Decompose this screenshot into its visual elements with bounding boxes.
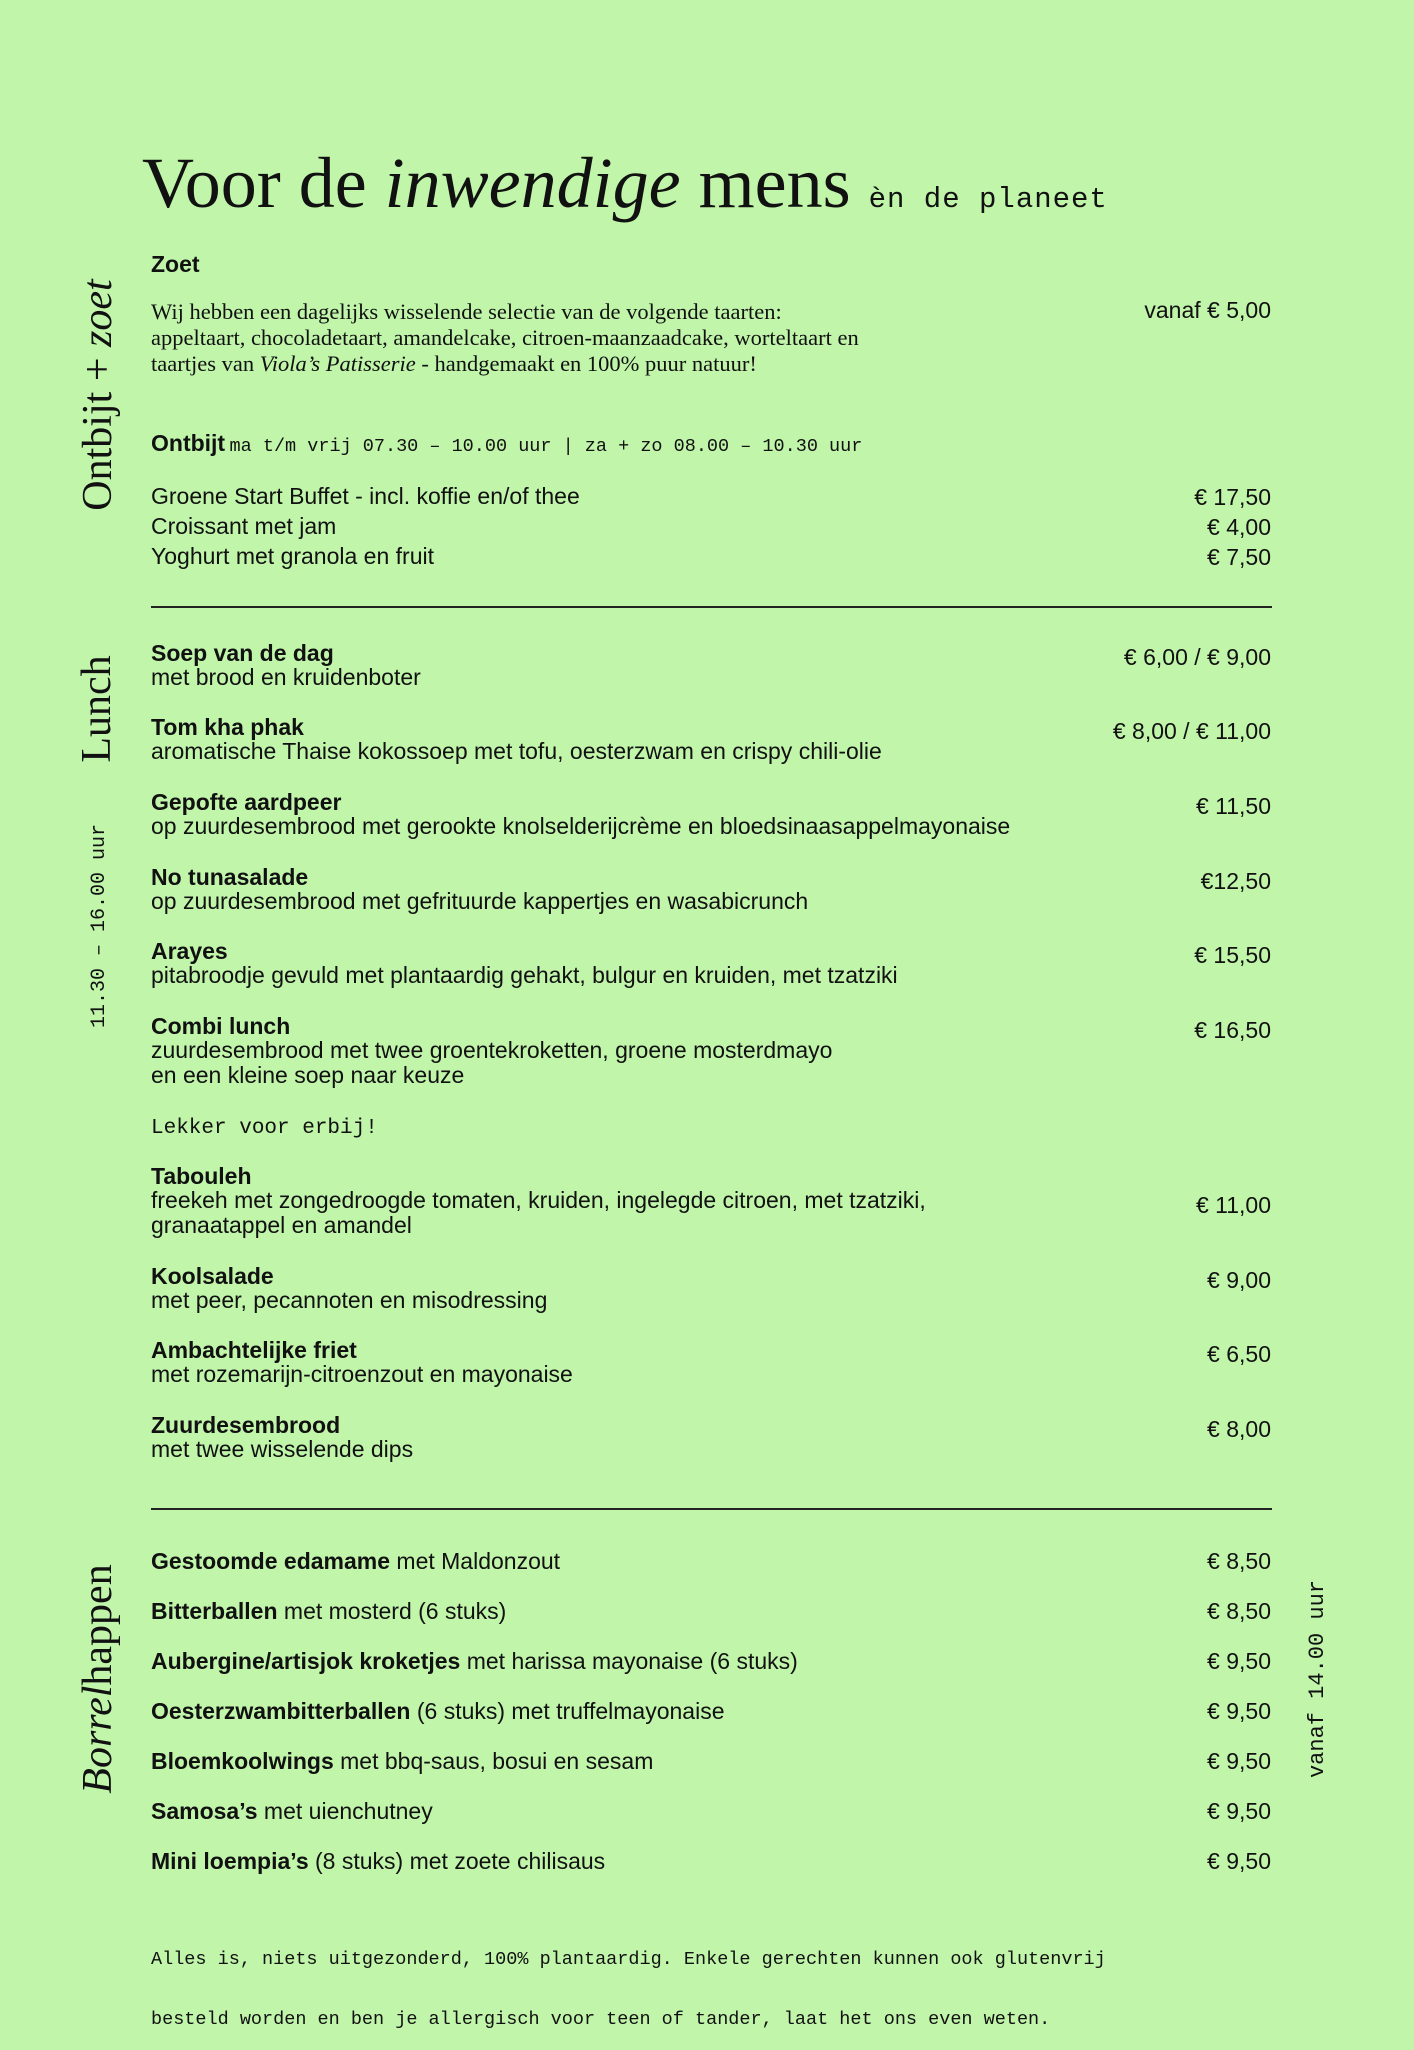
menu-item-price: € 6,50 — [1207, 1341, 1271, 1367]
section-label-ontbijt-zoet: Ontbijt + zoet — [75, 279, 121, 511]
menu-item-name: Combi lunch — [151, 1013, 291, 1039]
zoet-price: vanaf € 5,00 — [1144, 297, 1271, 323]
menu-item-desc: zuurdesembrood met twee groentekroketten, groene mosterdmayo — [151, 1037, 833, 1063]
section-label-lunch: Lunch — [74, 655, 120, 763]
title-subtitle: èn de planeet — [868, 183, 1108, 216]
ontbijt-heading-row — [151, 430, 862, 457]
borrel-item: Aubergine/artisjok kroketjes met harissa mayonaise (6 stuks) — [151, 1648, 798, 1674]
ontbijt-heading: Ontbijt — [151, 430, 226, 456]
menu-item-desc: met twee wisselende dips — [151, 1436, 414, 1462]
menu-item-price: € 8,00 — [1207, 1416, 1271, 1442]
menu-item-price: € 7,50 — [1207, 544, 1271, 570]
title-italic: inwendige — [384, 143, 681, 223]
borrel-item: Samosa’s met uienchutney — [151, 1798, 433, 1824]
menu-item-name: Gepofte aardpeer — [151, 789, 342, 815]
title-part1: Voor de — [142, 143, 367, 223]
menu-item-price: € 8,00 / € 11,00 — [1112, 718, 1271, 744]
menu-item-price: € 9,50 — [1207, 1848, 1271, 1874]
borrel-item: Bloemkoolwings met bbq-saus, bosui en sesam — [151, 1748, 654, 1774]
menu-item-name: Zuurdesembrood — [151, 1412, 341, 1438]
menu-item-name: Ambachtelijke friet — [151, 1337, 357, 1363]
menu-item-price: € 8,50 — [1207, 1598, 1271, 1624]
menu-item-price: € 4,00 — [1207, 514, 1271, 540]
menu-item-name: No tunasalade — [151, 864, 309, 890]
menu-item-price: € 8,50 — [1207, 1548, 1271, 1574]
menu-item-name: Yoghurt met granola en fruit — [151, 543, 434, 569]
menu-item-desc: met peer, pecannoten en misodressing — [151, 1287, 548, 1313]
borrel-item: Oesterzwambitterballen (6 stuks) met truffelmayonaise — [151, 1698, 725, 1724]
borrel-item: Gestoomde edamame met Maldonzout — [151, 1548, 561, 1574]
section-divider — [151, 1508, 1272, 1510]
menu-item-price: €12,50 — [1200, 868, 1271, 894]
menu-item-desc: freekeh met zongedroogde tomaten, kruiden, ingelegde citroen, met tzatziki, — [151, 1187, 926, 1213]
section-label-borrelhappen: Borrelhappen — [75, 1564, 121, 1794]
zoet-heading: Zoet — [151, 251, 200, 277]
sides-heading: Lekker voor erbij! — [151, 1117, 378, 1140]
menu-item-price: € 11,00 — [1195, 1192, 1271, 1218]
menu-item-desc: op zuurdesembrood met gerookte knolselderijcrème en bloedsinaasappelmayonaise — [151, 813, 1011, 839]
menu-item-name: Koolsalade — [151, 1263, 274, 1289]
menu-item-name: Soep van de dag — [151, 640, 334, 666]
page-title — [142, 138, 1108, 245]
zoet-description: Wij hebben een dagelijks wisselende selectie van de volgende taarten: appeltaart, chocoladetaart, amandelcake, citroen-maanzaadcake, worteltaart en taartjes van Viola’s Patisserie - handgemaakt en 100% puur natuur! — [151, 299, 859, 376]
menu-item-price: € 15,50 — [1194, 942, 1271, 968]
menu-item-desc: met brood en kruidenboter — [151, 664, 421, 690]
menu-item-price: € 6,00 / € 9,00 — [1123, 644, 1271, 670]
borrel-item: Mini loempia’s (8 stuks) met zoete chilisaus — [151, 1848, 606, 1874]
menu-item-price: € 17,50 — [1194, 484, 1271, 510]
menu-item-name: Tabouleh — [151, 1163, 252, 1189]
borrel-item: Bitterballen met mosterd (6 stuks) — [151, 1598, 507, 1624]
menu-item-name: Arayes — [151, 938, 228, 964]
menu-item-price: € 9,50 — [1207, 1798, 1271, 1824]
menu-item-price: € 9,50 — [1207, 1748, 1271, 1774]
ontbijt-hours: ma t/m vrij 07.30 – 10.00 uur | za + zo 08.00 – 10.30 uur — [229, 436, 863, 457]
menu-item-desc: met rozemarijn-citroenzout en mayonaise — [151, 1361, 573, 1387]
menu-item-desc: pitabroodje gevuld met plantaardig gehakt, bulgur en kruiden, met tzatziki — [151, 962, 898, 988]
menu-item-name: Tom kha phak — [151, 714, 304, 740]
menu-item-price: € 9,50 — [1207, 1698, 1271, 1724]
menu-item-price: € 16,50 — [1194, 1017, 1271, 1043]
title-part2: mens — [698, 143, 851, 223]
menu-item-desc: en een kleine soep naar keuze — [151, 1062, 465, 1088]
footnote: Alles is, niets uitgezonderd, 100% plantaardig. Enkele gerechten kunnen ook glutenvrij besteld worden en ben je allergisch voor teen of tander, laat het ons even weten. — [151, 1949, 1106, 2030]
lunch-hours: 11.30 – 16.00 uur — [88, 823, 111, 1029]
section-divider — [151, 606, 1272, 608]
menu-item-desc: op zuurdesembrood met gefrituurde kappertjes en wasabicrunch — [151, 888, 809, 914]
menu-item-price: € 9,50 — [1207, 1648, 1271, 1674]
menu-item-desc: aromatische Thaise kokossoep met tofu, oesterzwam en crispy chili-olie — [151, 738, 882, 764]
menu-item-desc: granaatappel en amandel — [151, 1212, 412, 1238]
menu-item-name: Groene Start Buffet - incl. koffie en/of thee — [151, 483, 580, 509]
menu-item-price: € 11,50 — [1195, 793, 1271, 819]
menu-item-name: Croissant met jam — [151, 513, 337, 539]
menu-item-price: € 9,00 — [1207, 1267, 1271, 1293]
borrel-hours: vanaf 14.00 uur — [1305, 1579, 1330, 1779]
